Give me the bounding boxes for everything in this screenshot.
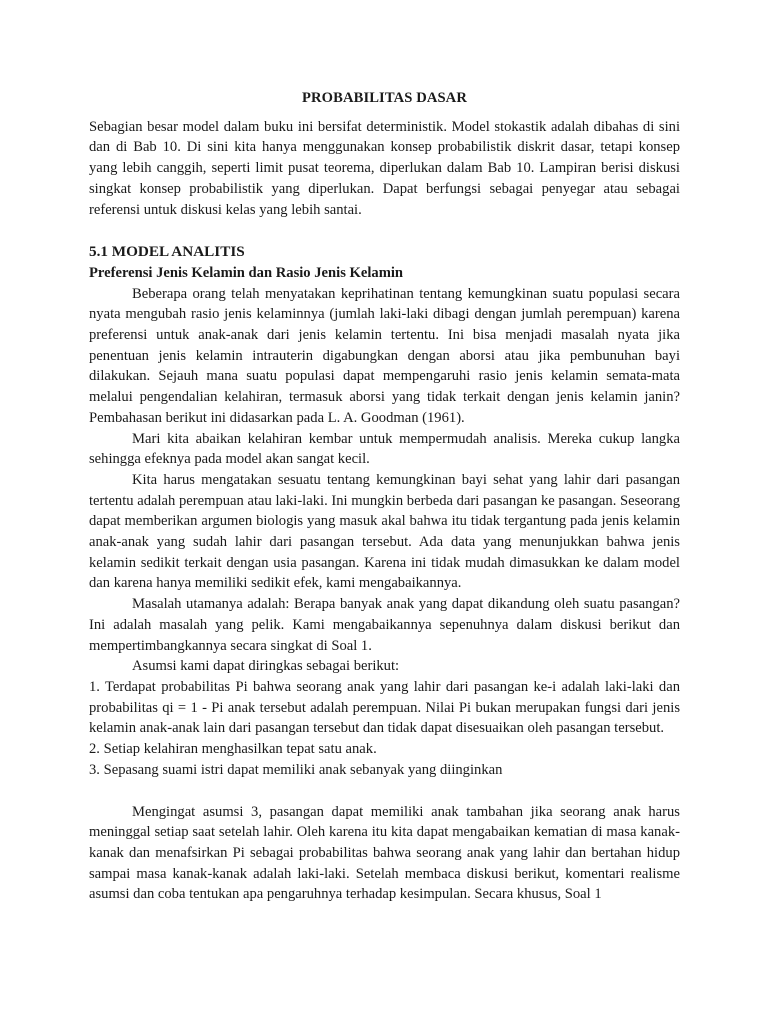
body-paragraph: Asumsi kami dapat diringkas sebagai berikut: (132, 658, 400, 675)
page-title: PROBABILITAS DASAR (302, 90, 467, 106)
body-paragraph: Masalah utamanya adalah: Berapa banyak anak yang dapat dikandung oleh suatu pasangan? Ini adalah masalah yang pelik. Kami mengabaikannya sepenuhnya dalam diskusi berikut dan mempertimbangkannya secara singkat di Soal 1. (89, 596, 680, 654)
body-paragraph: Mari kita abaikan kelahiran kembar untuk mempermudah analisis. Mereka cukup langka sehingga efeknya pada model akan sangat kecil. (89, 430, 680, 468)
blank-line (89, 781, 680, 802)
sub-heading: Preferensi Jenis Kelamin dan Rasio Jenis Kelamin (89, 264, 404, 281)
document-page (89, 88, 680, 905)
closing-paragraph: Mengingat asumsi 3, pasangan dapat memiliki anak tambahan jika seorang anak harus meninggal setiap saat setelah lahir. Oleh karena itu kita dapat mengabaikan kematian di masa kanak-kanak dan menafsirkan Pi sebagai probabilitas bahwa seorang anak yang lahir dan bertahan hidup sampai masa kanak-kanak adalah laki-laki. Setelah membaca diskusi berikut, komentari realisme asumsi dan coba tentukan apa pengaruhnya terhadap kesimpulan. Secara khusus, Soal 1 (89, 803, 680, 903)
assumption-item: 2. Setiap kelahiran menghasilkan tepat satu anak. (89, 741, 377, 758)
body-paragraph: Kita harus mengatakan sesuatu tentang kemungkinan bayi sehat yang lahir dari pasangan tertentu adalah perempuan atau laki-laki. Ini mungkin berbeda dari pasangan ke pasangan. Seseorang dapat memberikan argumen biologis yang masuk akal bahwa itu tidak tergantung pada jenis kelamin anak-anak yang sudah lahir dari pasangan tersebut. Ada data yang menunjukkan bahwa jenis kelamin sedikit terkait dengan usia pasangan. Karena ini tidak mudah dimasukkan ke dalam model dan karena hanya memiliki sedikit efek, kami mengabaikannya. (89, 471, 680, 592)
body-paragraph: Beberapa orang telah menyatakan keprihatinan tentang kemungkinan suatu populasi secara nyata mengubah rasio jenis kelaminnya (jumlah laki-laki dibagi dengan jumlah perempuan) karena preferensi untuk anak-anak dari jenis kelamin tertentu. Ini bisa menjadi masalah nyata jika penentuan jenis kelamin intrauterin digabungkan dengan aborsi atau jika pembunuhan bayi dilakukan. Sejauh mana suatu populasi dapat mempengaruhi rasio jenis kelamin semata-mata melalui pengendalian kelahiran, termasuk aborsi yang tidak terkait dengan jenis kelamin janin? Pembahasan berikut ini didasarkan pada L. A. Goodman (1961). (89, 285, 680, 426)
section-heading: 5.1 MODEL ANALITIS (89, 243, 245, 261)
intro-paragraph: Sebagian besar model dalam buku ini bersifat deterministik. Model stokastik adalah dibahas di sini dan di Bab 10. Di sini kita hanya menggunakan konsep probabilistik diskrit dasar, tetapi konsep yang lebih canggih, seperti limit pusat teorema, diperlukan dalam Bab 10. Lampiran berisi diskusi singkat konsep probabilistik yang diperlukan. Dapat berfungsi sebagai penyegar atau sebagai referensi untuk diskusi kelas yang lebih santai. (89, 118, 680, 218)
assumption-item: 1. Terdapat probabilitas Pi bahwa seorang anak yang lahir dari pasangan ke-i adalah laki-laki dan probabilitas qi = 1 - Pi anak tersebut adalah perempuan. Nilai Pi bukan merupakan fungsi dari jenis kelamin anak-anak lain dari pasangan tersebut dan tidak dapat disesuaikan oleh pasangan tersebut. (89, 678, 680, 737)
assumption-item: 3. Sepasang suami istri dapat memiliki anak sebanyak yang diinginkan (89, 761, 503, 778)
